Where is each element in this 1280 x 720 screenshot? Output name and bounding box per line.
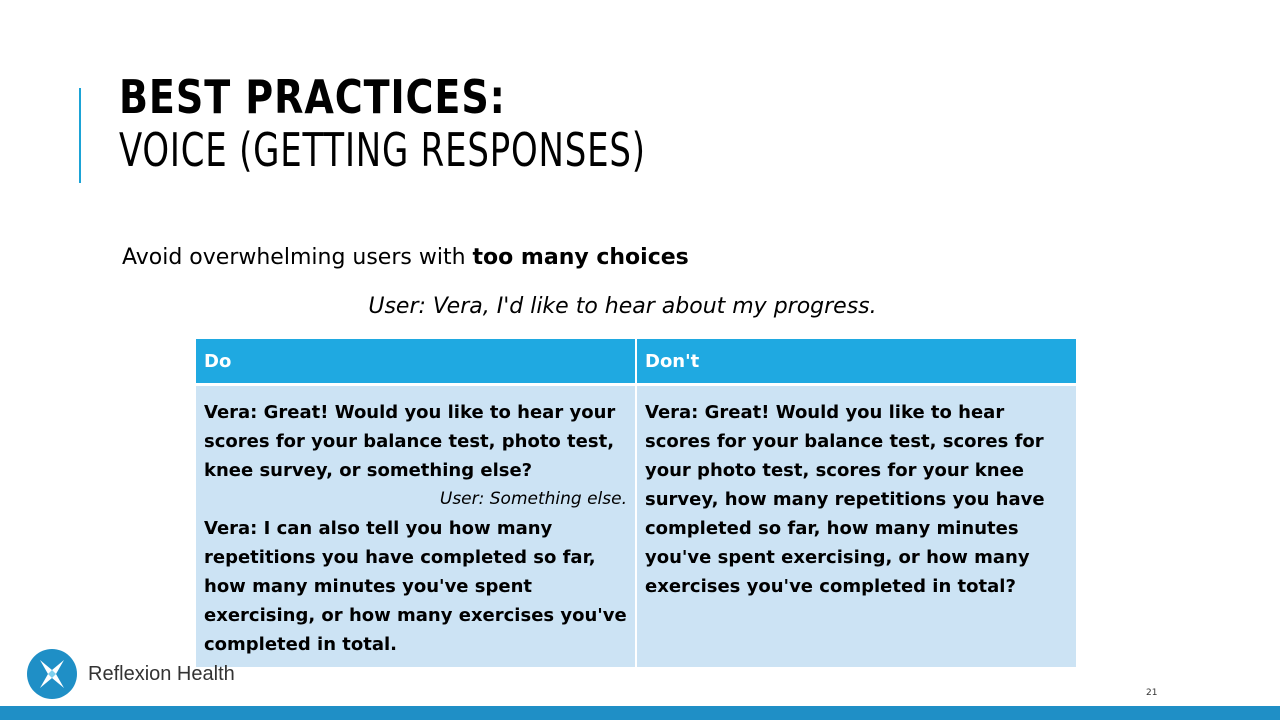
subtitle-text: Avoid overwhelming users with [122, 245, 473, 270]
logo-text: Reflexion Health [88, 662, 235, 685]
slide-title [119, 72, 761, 175]
title-line-1: BEST PRACTICES: [119, 70, 506, 124]
user-quote: User: Vera, I'd like to hear about my progress. [368, 294, 877, 319]
slide-subtitle [122, 245, 689, 270]
header-do: Do [196, 339, 636, 385]
bottom-bar [0, 706, 1280, 720]
do-vera-line-2: Vera: I can also tell you how many repetitions you have completed so far, how many minutes you've spent exercising, or how many exercises you've completed in total. [204, 518, 627, 655]
title-line-2: VOICE (GETTING RESPONSES) [119, 122, 646, 177]
title-accent-line [79, 88, 81, 183]
page-number: 21 [1146, 688, 1158, 698]
reflexion-logo-icon [26, 648, 78, 700]
dont-cell [636, 385, 1076, 668]
do-dont-table [196, 339, 1076, 667]
company-logo [26, 648, 235, 700]
subtitle-emphasis: too many choices [472, 245, 689, 270]
do-vera-line-1: Vera: Great! Would you like to hear your scores for your balance test, photo test, knee survey, or something else? [204, 402, 616, 481]
header-dont: Don't [636, 339, 1076, 385]
do-user-line: User: Something else. [439, 489, 627, 509]
dont-vera-line: Vera: Great! Would you like to hear scores for your balance test, scores for your photo test, scores for your knee survey, how many repetitions you have completed so far, how many minutes you've spent exercising, or how many exercises you've completed in total? [645, 402, 1045, 597]
do-cell [196, 385, 636, 668]
